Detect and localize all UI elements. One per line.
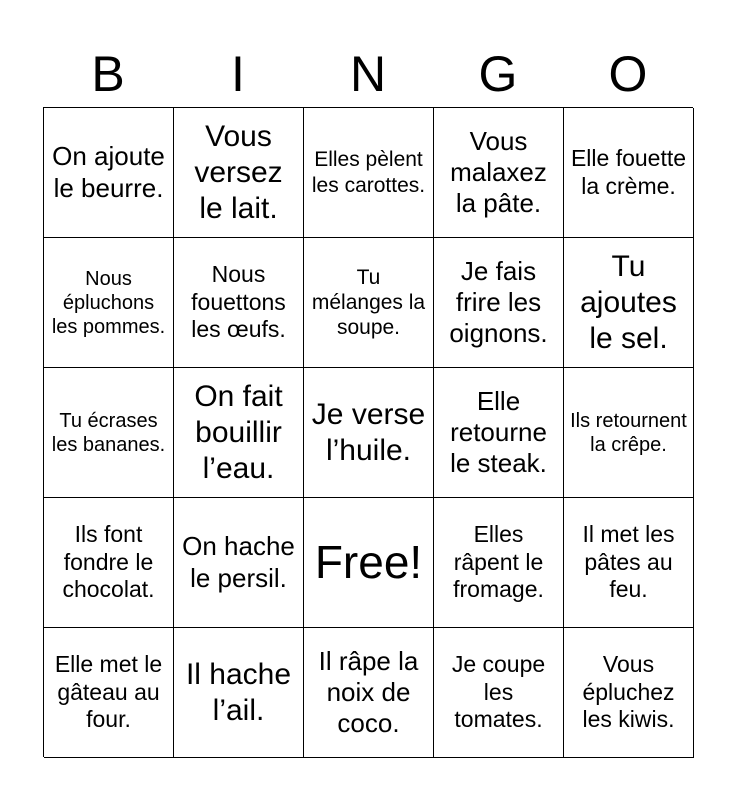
cell-text: Vous versez le lait. [194,119,283,225]
cell-text: Vous épluchez les kiwis. [582,651,675,733]
free-space-label: Free! [314,535,423,588]
bingo-cell-r3c1 [44,368,174,498]
header-letter-b: B [91,46,125,102]
cell-text: Elle retourne le steak. [450,385,547,479]
bingo-board [43,107,693,757]
cell-text: Il hache l’ail. [185,657,292,727]
bingo-cell-r5c4 [434,628,564,758]
cell-text: Elle met le gâteau au four. [54,651,163,733]
bingo-header [43,40,693,108]
bingo-cell-r5c2 [174,628,304,758]
bingo-cell-r2c2 [174,238,304,368]
cell-text: On ajoute le beurre. [52,141,165,203]
bingo-cell-r2c5 [564,238,694,368]
bingo-cell-r4c1 [44,498,174,628]
bingo-cell-r1c4 [434,108,564,238]
cell-text: Nous épluchons les pommes. [51,267,166,338]
cell-text: Ils font fondre le chocolat. [62,521,155,603]
bingo-cell-r3c4 [434,368,564,498]
cell-text: On fait bouillir l’eau. [194,379,283,485]
cell-text: Je fais frire les oignons. [449,255,548,349]
header-letter-i: I [231,46,245,102]
bingo-cell-r3c2 [174,368,304,498]
header-letter-o: O [608,46,648,102]
header-letter-n: N [349,46,387,102]
cell-text: Tu écrases les bananes. [51,409,166,456]
cell-text: Ils retournent la crêpe. [570,409,687,456]
cell-text: Nous fouettons les œufs. [191,261,286,343]
bingo-cell-r2c1 [44,238,174,368]
cell-text: Tu ajoutes le sel. [580,249,677,355]
header-letter-g: G [478,46,518,102]
cell-text: Tu mélanges la soupe. [311,265,426,340]
bingo-cell-r1c1 [44,108,174,238]
cell-text: Il râpe la noix de coco. [318,645,419,739]
bingo-cell-r4c4 [434,498,564,628]
bingo-cell-r4c5 [564,498,694,628]
cell-text: Elle fouette la crème. [570,144,687,199]
bingo-cell-r2c3 [304,238,434,368]
cell-text: Il met les pâtes au feu. [582,521,675,603]
bingo-cell-r5c5 [564,628,694,758]
bingo-cell-r5c1 [44,628,174,758]
bingo-cell-r5c3 [304,628,434,758]
bingo-cell-free [304,498,434,628]
bingo-cell-r2c4 [434,238,564,368]
cell-text: Elles râpent le fromage. [453,521,544,603]
bingo-cell-r1c5 [564,108,694,238]
cell-text: Je verse l’huile. [311,397,426,467]
cell-text: Vous malaxez la pâte. [450,125,547,219]
cell-text: Elles pèlent les carottes. [311,148,426,197]
cell-text: Je coupe les tomates. [451,651,546,733]
bingo-cell-r4c2 [174,498,304,628]
bingo-cell-r3c3 [304,368,434,498]
bingo-cell-r1c3 [304,108,434,238]
bingo-cell-r1c2 [174,108,304,238]
cell-text: On hache le persil. [182,531,295,593]
bingo-cell-r3c5 [564,368,694,498]
